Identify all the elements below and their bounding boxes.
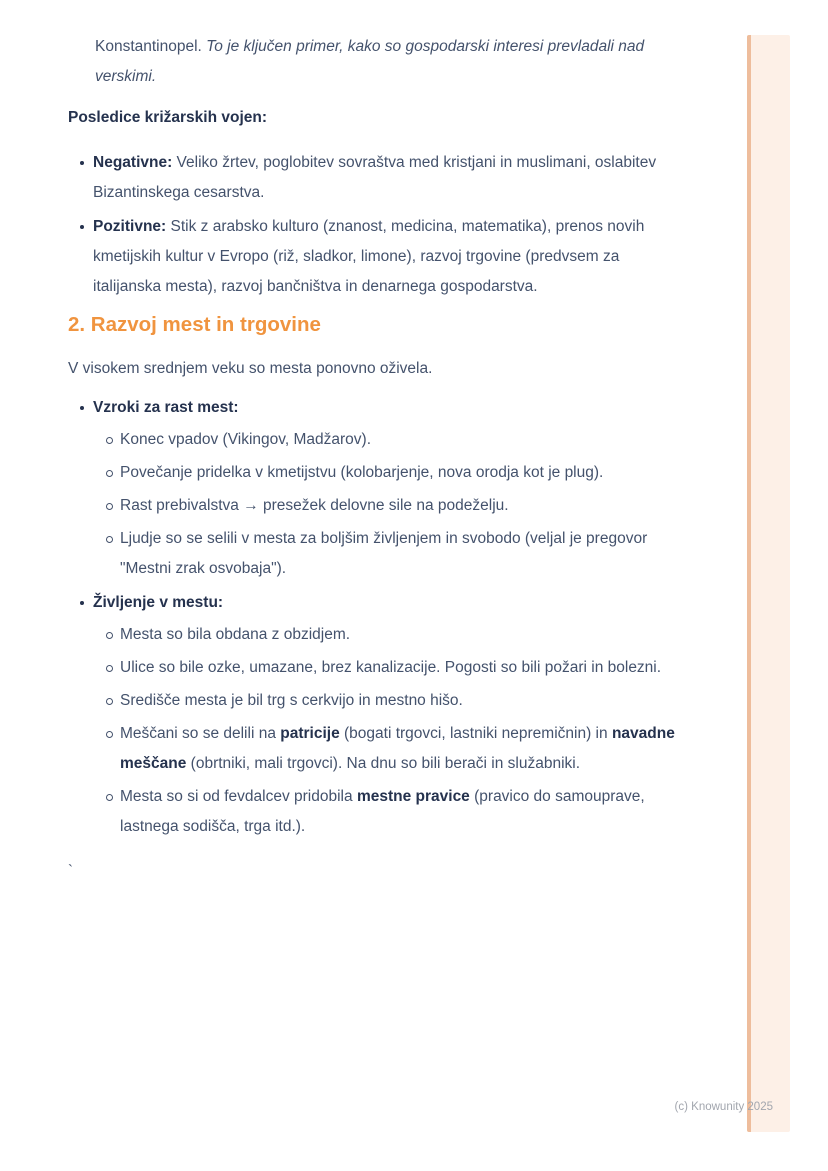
list-item-text: Pozitivne: Stik z arabsko kulturo (znanost, medicina, matematika), prenos novih kmetijskih kultur v Evropo (riž, sladkor, limone), razvoj trgovine (predvsem za italijanska mesta), razvoj bančništva in denarnega gospodarstva. xyxy=(93,218,645,295)
list-item xyxy=(93,458,678,488)
list-item xyxy=(93,491,678,521)
consequences-subheading: Posledice križarskih vojen: xyxy=(68,109,268,126)
list-item-negative xyxy=(68,148,678,208)
group-title: Vzroki za rast mest: xyxy=(93,399,239,416)
list-item-text: Središče mesta je bil trg s cerkvijo in mestno hišo. xyxy=(120,692,463,709)
list-item-text: Meščani so se delili na patricije (bogati trgovci, lastniki nepremičnin) in navadne meščane (obrtniki, mali trgovci). Na dnu so bili berači in služabniki. xyxy=(120,725,675,772)
city-life-sublist xyxy=(93,620,678,842)
consequences-list xyxy=(68,148,680,302)
group-title: Življenje v mestu: xyxy=(93,594,224,611)
list-item-text: Ljudje so se selili v mesta za boljšim življenjem in svobodo (veljal je pregovor "Mestni zrak osvobaja"). xyxy=(120,530,648,577)
causes-sublist xyxy=(93,425,678,584)
section-heading: 2. Razvoj mest in trgovine xyxy=(68,313,321,336)
list-item-text: Povečanje pridelka v kmetijstvu (kolobarjenje, nova orodja kot je plug). xyxy=(120,464,604,481)
cities-list xyxy=(68,393,680,842)
stray-backtick-char: ` xyxy=(68,862,73,879)
page-edge-stripe xyxy=(747,35,790,1132)
list-item-text: Mesta so bila obdana z obzidjem. xyxy=(120,626,351,643)
list-item xyxy=(93,425,678,455)
list-item-text: Konec vpadov (Vikingov, Madžarov). xyxy=(120,431,371,448)
list-item-text: Negativne: Veliko žrtev, poglobitev sovraštva med kristjani in muslimani, oslabitev Bizantinskega cesarstva. xyxy=(93,154,657,201)
intro-paragraph: Konstantinopel. To je ključen primer, kako so gospodarski interesi prevladali nad verskimi. xyxy=(95,38,645,85)
list-item xyxy=(93,719,678,779)
section-intro-paragraph: V visokem srednjem veku so mesta ponovno oživela. xyxy=(68,360,433,377)
list-item-positive xyxy=(68,212,678,302)
list-item xyxy=(93,524,678,584)
list-group-causes xyxy=(68,393,678,584)
list-item xyxy=(93,782,678,842)
copyright-footer: (c) Knowunity 2025 xyxy=(674,1101,773,1113)
list-item xyxy=(93,686,678,716)
list-item-text: Ulice so bile ozke, umazane, brez kanalizacije. Pogosti so bili požari in bolezni. xyxy=(120,659,662,676)
list-item xyxy=(93,620,678,650)
list-item xyxy=(93,653,678,683)
list-item-text: Mesta so si od fevdalcev pridobila mestne pravice (pravico do samouprave, lastnega sodišča, trga itd.). xyxy=(120,788,645,835)
list-group-city-life xyxy=(68,588,678,842)
list-item-text: Rast prebivalstva → presežek delovne sile na podeželju. xyxy=(120,497,509,514)
